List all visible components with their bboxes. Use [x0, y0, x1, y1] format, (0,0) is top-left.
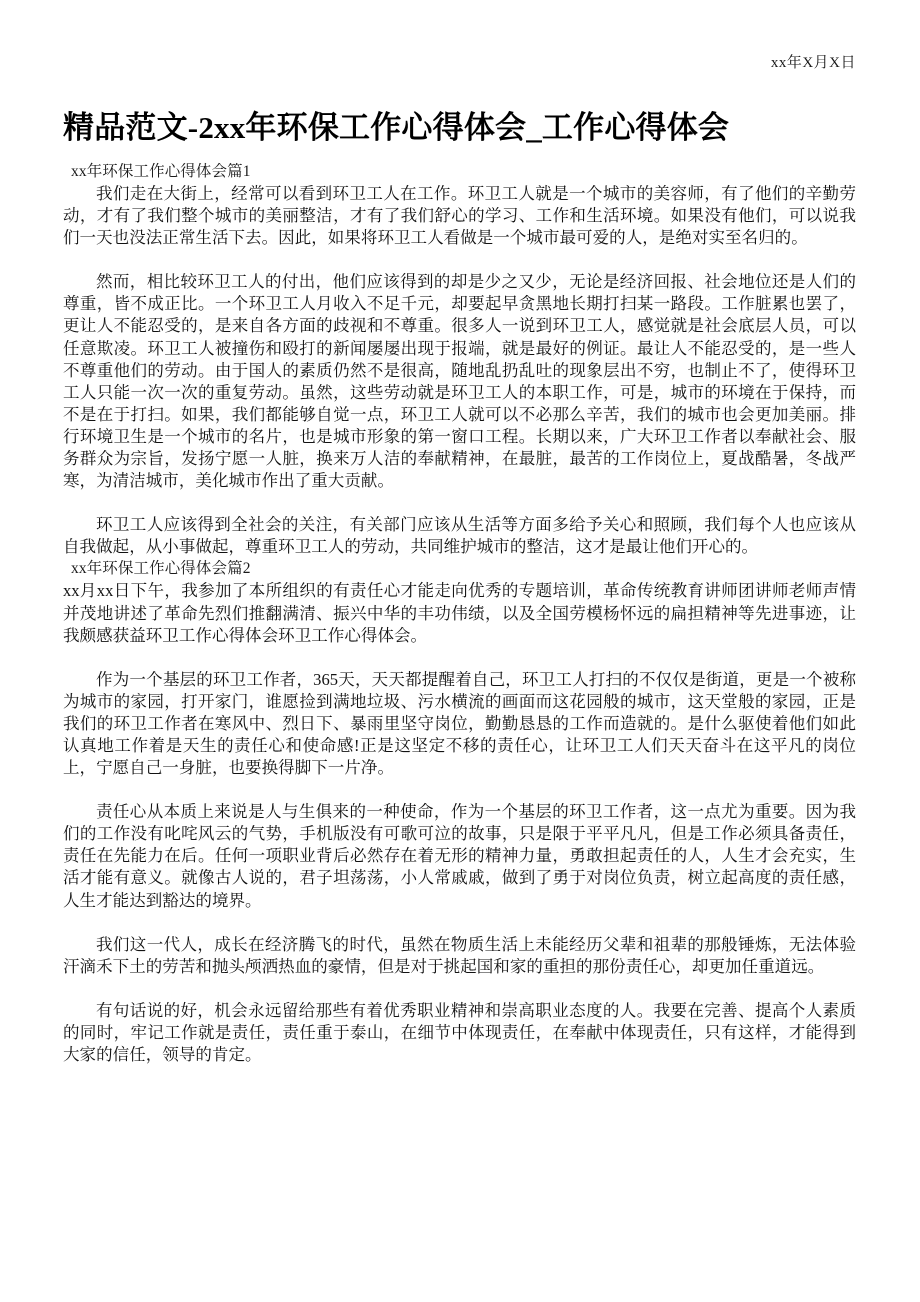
paragraph-spacer	[63, 978, 856, 1000]
paragraph: 责任心从本质上来说是人与生俱来的一种使命，作为一个基层的环卫工作者，这一点尤为重要。因为我们的工作没有叱咤风云的气势，手机版没有可歌可泣的故事，只是限于平平凡凡，但是工作必须具备责任，责任在先能力在后。任何一项职业背后必然存在着无形的精神力量，勇敢担起责任的人，人生才会充实，生活才能有意义。就像古人说的，君子坦荡荡，小人常戚戚，做到了勇于对岗位负责，树立起高度的责任感，人生才能达到豁达的境界。	[63, 802, 856, 910]
paragraph-spacer	[63, 249, 856, 271]
paragraph-spacer	[63, 492, 856, 514]
paragraph-spacer	[63, 912, 856, 934]
page-title: 精品范文-2xx年环保工作心得体会_工作心得体会	[63, 109, 730, 145]
document-section-1	[63, 161, 856, 558]
section-heading-2: xx年环保工作心得体会篇2	[71, 560, 251, 578]
paragraph: 作为一个基层的环卫工作者，365天，天天都提醒着自己，环卫工人打扫的不仅仅是街道，更是一个被称为城市的家园，打开家门，谁愿捡到满地垃圾、污水横流的画面而这花园般的城市，这天堂般的家园，正是我们的环卫工作者在寒风中、烈日下、暴雨里坚守岗位，勤勤恳恳的工作而造就的。是什么驱使着他们如此认真地工作着是天生的责任心和使命感!正是这坚定不移的责任心，让环卫工人们天天奋斗在这平凡的岗位上，宁愿自己一身脏，也要换得脚下一片净。	[63, 669, 856, 778]
document-date-header: xx年X月X日	[770, 55, 856, 71]
section-heading-1: xx年环保工作心得体会篇1	[71, 163, 251, 180]
paragraph: 我们这一代人，成长在经济腾飞的时代，虽然在物质生活上未能经历父辈和祖辈的那般锤炼，无法体验汗滴禾下土的劳苦和抛头颅洒热血的豪情，但是对于挑起国和家的重担的那份责任心，却更加任重道远。	[63, 934, 856, 976]
paragraph: 然而，相比较环卫工人的付出，他们应该得到的却是少之又少，无论是经济回报、社会地位还是人们的尊重，皆不成正比。一个环卫工人月收入不足千元，却要起早贪黑地长期打扫某一路段。工作脏累也罢了，更让人不能忍受的，是来自各方面的歧视和不尊重。很多人一说到环卫工人，感觉就是社会底层人员，可以任意欺凌。环卫工人被撞伤和殴打的新闻屡屡出现于报端，就是最好的例证。最让人不能忍受的，是一些人不尊重他们的劳动。由于国人的素质仍然不是很高，随地乱扔乱吐的现象层出不穷，也制止不了，使得环卫工人只能一次一次的重复劳动。虽然，这些劳动就是环卫工人的本职工作，可是，城市的环境在于保持，而不是在于打扫。如果，我们都能够自觉一点，环卫工人就可以不必那么辛苦，我们的城市也会更加美丽。排行环境卫生是一个城市的名片，也是城市形象的第一窗口工程。长期以来，广大环卫工作者以奉献社会、服务群众为宗旨，发扬宁愿一人脏，换来万人洁的奉献精神，在最脏，最苦的工作岗位上，夏战酷暑，冬战严寒，为清洁城市，美化城市作出了重大贡献。	[63, 272, 856, 491]
paragraph: xx月xx日下午，我参加了本所组织的有责任心才能走向优秀的专题培训，革命传统教育讲师团讲师老师声情并茂地讲述了革命先烈们推翻满清、振兴中华的丰功伟绩，以及全国劳模杨怀远的扁担精神等先进事迹，让我颇感获益环卫工作心得体会环卫工作心得体会。	[63, 581, 856, 645]
paragraph: 环卫工人应该得到全社会的关注，有关部门应该从生活等方面多给予关心和照顾，我们每个人也应该从自我做起，从小事做起，尊重环卫工人的劳动，共同维护城市的整洁，这才是最让他们开心的。	[63, 515, 856, 557]
paragraph: 有句话说的好，机会永远留给那些有着优秀职业精神和崇高职业态度的人。我要在完善、提高个人素质的同时，牢记工作就是责任，责任重于泰山，在细节中体现责任，在奉献中体现责任，只有这样，才能得到大家的信任，领导的肯定。	[63, 1000, 856, 1064]
paragraph: 我们走在大街上，经常可以看到环卫工人在工作。环卫工人就是一个城市的美容师，有了他们的辛勤劳动，才有了我们整个城市的美丽整洁，才有了我们舒心的学习、工作和生活环境。如果没有他们，可以说我们一天也没法正常生活下去。因此，如果将环卫工人看做是一个城市最可爱的人，是绝对实至名归的。	[63, 184, 856, 248]
document-body	[63, 161, 856, 1066]
document-section-2	[63, 558, 856, 1066]
paragraph-spacer	[63, 779, 856, 801]
paragraph-spacer	[63, 647, 856, 669]
